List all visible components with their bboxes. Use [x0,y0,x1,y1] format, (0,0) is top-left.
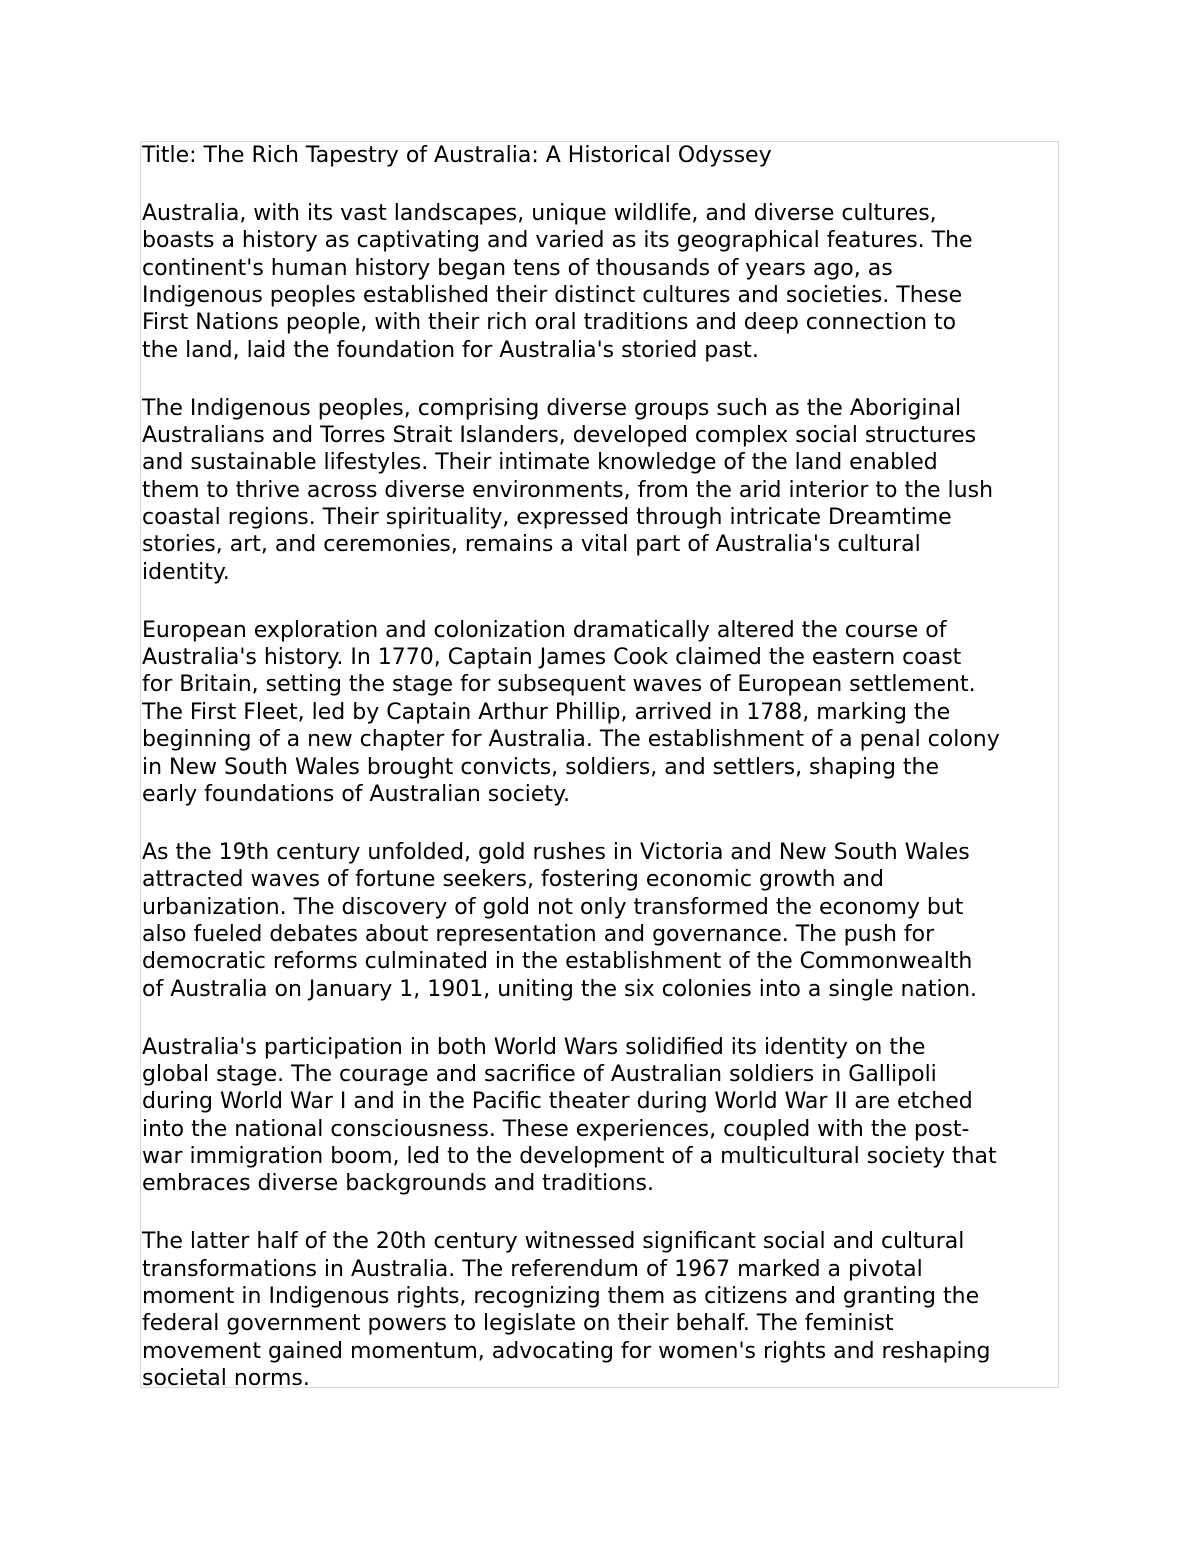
paragraph-line: stories, art, and ceremonies, remains a vital part of Australia's cultural [142,532,921,558]
paragraph-line: European exploration and colonization dramatically altered the course of [142,617,947,643]
paragraph-line: continent's human history began tens of thousands of years ago, as [142,255,893,281]
paragraph-line: the land, laid the foundation for Australia's storied past. [142,337,759,363]
paragraph [142,617,1058,809]
document-body [142,172,1058,1392]
paragraph-line: movement gained momentum, advocating for women's rights and reshaping [142,1338,991,1364]
paragraph-line: Australia's history. In 1770, Captain James Cook claimed the eastern coast [142,645,962,671]
paragraph-line: early foundations of Australian society. [142,781,570,807]
paragraph-line: The Indigenous peoples, comprising diverse groups such as the Aboriginal [142,395,962,421]
paragraph-line: beginning of a new chapter for Australia. The establishment of a penal colony [142,727,1000,753]
paragraph-line: into the national consciousness. These experiences, coupled with the post- [142,1116,970,1142]
paragraph-gap [142,1006,1058,1033]
paragraph-line: The First Fleet, led by Captain Arthur Phillip, arrived in 1788, marking the [142,699,951,725]
paragraph-line: identity. [142,559,230,585]
paragraph-line: federal government powers to legislate on their behalf. The feminist [142,1311,894,1337]
paragraph-gap [142,1201,1058,1228]
document-title: Title: The Rich Tapestry of Australia: A Historical Odyssey [142,143,772,168]
paragraph-line: war immigration boom, led to the development of a multicultural society that [142,1144,997,1170]
paragraph-gap [142,811,1058,838]
paragraph [142,200,1058,364]
paragraph-line: embraces diverse backgrounds and traditions. [142,1171,654,1197]
paragraph [142,1228,1058,1392]
paragraph-line: also fueled debates about representation and governance. The push for [142,921,935,947]
paragraph-line: attracted waves of fortune seekers, fostering economic growth and [142,867,884,893]
paragraph-line: Australia's participation in both World Wars solidified its identity on the [142,1034,926,1060]
document-text-box [140,141,1059,1392]
paragraph-gap [142,172,1058,199]
paragraph-line: The latter half of the 20th century witnessed significant social and cultural [142,1229,965,1255]
paragraph-line: First Nations people, with their rich oral traditions and deep connection to [142,310,957,336]
paragraph-line: Australians and Torres Strait Islanders, developed complex social structures [142,422,977,448]
paragraph-gap [142,367,1058,394]
paragraph [142,839,1058,1003]
paragraph-line: societal norms. [142,1366,310,1392]
paragraph-line: transformations in Australia. The referendum of 1967 marked a pivotal [142,1256,923,1282]
paragraph-line: moment in Indigenous rights, recognizing them as citizens and granting the [142,1284,980,1310]
paragraph-line: for Britain, setting the stage for subsequent waves of European settlement. [142,672,976,698]
paragraph-line: during World War I and in the Pacific theater during World War II are etched [142,1089,973,1115]
paragraph [142,1034,1058,1198]
paragraph-gap [142,589,1058,616]
paragraph-line: and sustainable lifestyles. Their intimate knowledge of the land enabled [142,450,938,476]
paragraph-line: of Australia on January 1, 1901, uniting the six colonies into a single nation. [142,976,978,1002]
paragraph-line: them to thrive across diverse environments, from the arid interior to the lush [142,477,994,503]
paragraph-line: Indigenous peoples established their distinct cultures and societies. These [142,282,963,308]
paragraph-line: As the 19th century unfolded, gold rushes in Victoria and New South Wales [142,839,970,865]
paragraph [142,395,1058,587]
paragraph-line: Australia, with its vast landscapes, unique wildlife, and diverse cultures, [142,200,937,226]
paragraph-line: in New South Wales brought convicts, soldiers, and settlers, shaping the [142,754,940,780]
paragraph-line: global stage. The courage and sacrifice of Australian soldiers in Gallipoli [142,1061,937,1087]
paragraph-line: urbanization. The discovery of gold not only transformed the economy but [142,894,964,920]
paragraph-line: boasts a history as captivating and varied as its geographical features. The [142,228,973,254]
paragraph-line: coastal regions. Their spirituality, expressed through intricate Dreamtime [142,505,952,531]
paragraph-line: democratic reforms culminated in the establishment of the Commonwealth [142,949,973,975]
